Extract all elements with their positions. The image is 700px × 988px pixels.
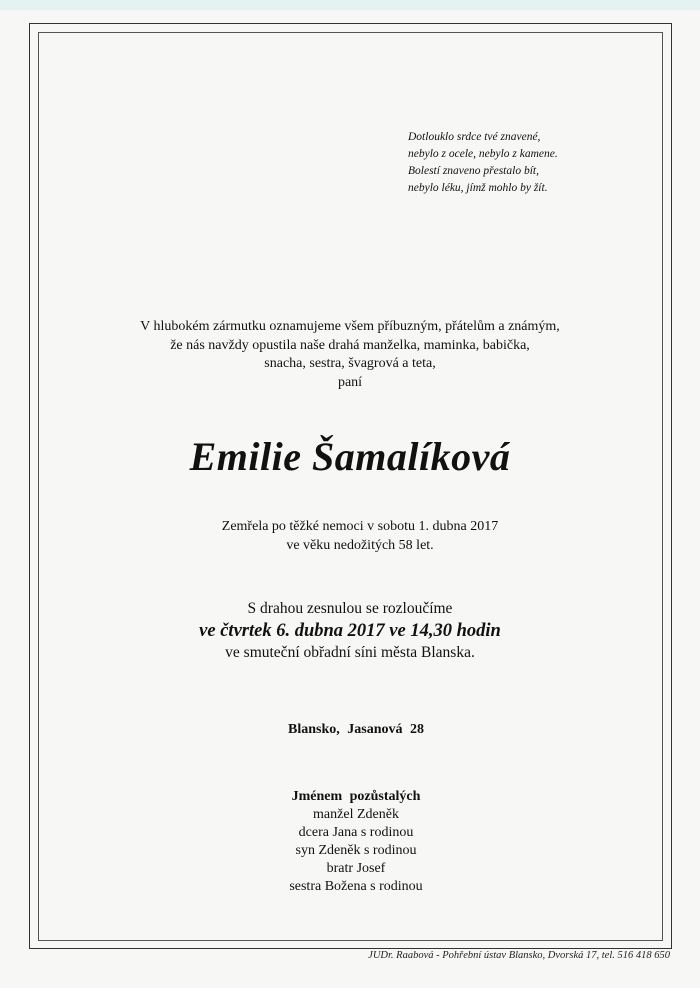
poem [408, 129, 668, 197]
farewell-line: S drahou zesnulou se rozloučíme [247, 600, 453, 617]
intro-line: snacha, sestra, švagrová a teta, [264, 356, 436, 371]
farewell-info [0, 598, 700, 664]
poem-line: nebylo z ocele, nebylo z kamene. [408, 148, 558, 160]
death-line: ve věku nedožitých 58 let. [286, 537, 434, 553]
top-band [0, 0, 700, 10]
mourner: dcera Jana s rodinou [298, 825, 414, 840]
farewell-place: ve smuteční obřadní síni města Blanska. [225, 644, 475, 661]
intro-line: V hlubokém zármutku oznamujeme všem příbuzným, přátelům a známým, [140, 319, 560, 334]
honorific: paní [337, 375, 363, 390]
poem-line: Bolestí znaveno přestalo bít, [408, 165, 539, 177]
mourners-heading: Jménem pozůstalých [291, 789, 421, 804]
home-address: Blansko, Jasanová 28 [288, 722, 424, 737]
poem-line: Dotlouklo srdce tvé znavené, [408, 131, 541, 143]
mourner: manžel Zdeněk [313, 807, 399, 822]
mourner: syn Zdeněk s rodinou [295, 843, 417, 858]
announcement-intro [0, 318, 700, 374]
death-info [10, 518, 700, 555]
intro-line: že nás navždy opustila naše drahá manželka, maminka, babička, [170, 337, 530, 353]
mourner: sestra Božena s rodinou [289, 879, 423, 894]
farewell-date-time: ve čtvrtek 6. dubna 2017 ve 14,30 hodin [199, 621, 501, 641]
deceased-name: Emilie Šamalíková [189, 434, 511, 479]
death-line: Zemřela po těžké nemoci v sobotu 1. dubna 2017 [221, 519, 499, 534]
mourners-list [6, 788, 700, 896]
poem-line: nebylo léku, jímž mohlo by žít. [408, 182, 548, 194]
mourner: bratr Josef [326, 861, 386, 876]
funeral-home-footer: JUDr. Raabová - Pohřební ústav Blansko, Dvorská 17, tel. 516 418 650 [368, 950, 670, 961]
